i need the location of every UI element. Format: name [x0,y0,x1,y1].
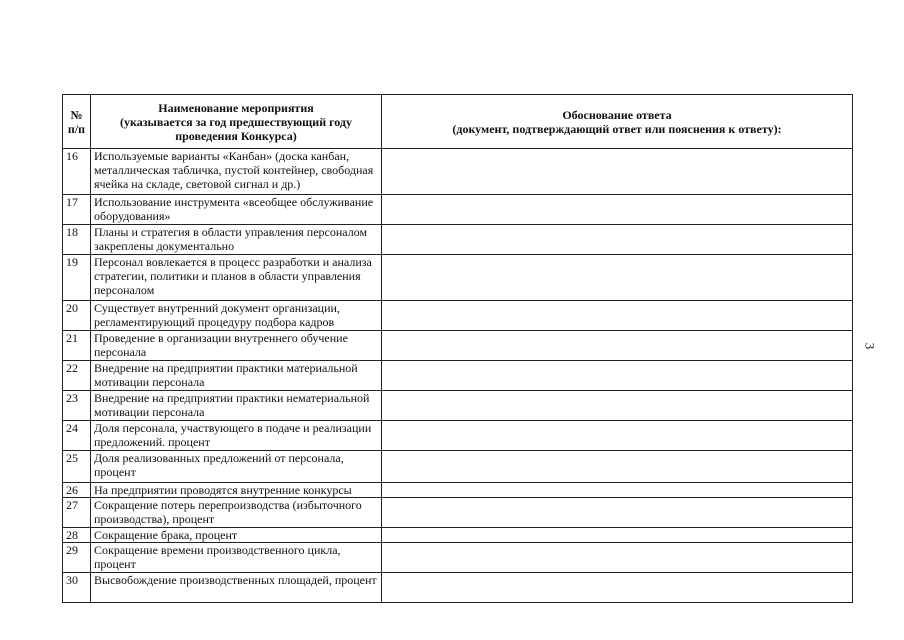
row-activity-text: Использование инструмента «всеобщее обслуживание оборудования» [91,195,382,225]
table-body [63,149,853,603]
criteria-table [62,94,853,603]
table-row [63,483,853,498]
row-activity-text: Сокращение потерь перепроизводства (избыточного производства), процент [91,498,382,528]
row-number: 20 [63,301,91,331]
row-activity-text: Проведение в организации внутреннего обучение персонала [91,331,382,361]
table-row [63,573,853,603]
table-row [63,543,853,573]
row-answer-cell[interactable] [382,361,853,391]
row-activity-text: Доля персонала, участвующего в подаче и реализации предложений. процент [91,421,382,451]
header-activity-name: Наименование мероприятия (указывается за год предшествующий году проведения Конкурса) [91,95,382,149]
row-activity-text: Сокращение брака, процент [91,528,382,543]
row-answer-cell[interactable] [382,195,853,225]
table-row [63,225,853,255]
page-number: 3 [862,342,878,350]
row-number: 29 [63,543,91,573]
row-answer-cell[interactable] [382,149,853,195]
row-activity-text: Высвобождение производственных площадей, процент [91,573,382,603]
row-activity-text: Планы и стратегия в области управления персоналом закреплены документально [91,225,382,255]
table-row [63,301,853,331]
row-activity-text: Сокращение времени производственного цикла, процент [91,543,382,573]
table-row [63,391,853,421]
row-number: 16 [63,149,91,195]
row-number: 21 [63,331,91,361]
table-row [63,361,853,391]
row-activity-text: Доля реализованных предложений от персонала, процент [91,451,382,483]
table-row [63,498,853,528]
header-number: № п/п [63,95,91,149]
row-activity-text: На предприятии проводятся внутренние конкурсы [91,483,382,498]
row-number: 22 [63,361,91,391]
table-row [63,528,853,543]
row-answer-cell[interactable] [382,483,853,498]
row-answer-cell[interactable] [382,528,853,543]
row-answer-cell[interactable] [382,543,853,573]
row-number: 17 [63,195,91,225]
table-row [63,149,853,195]
table-row [63,331,853,361]
row-answer-cell[interactable] [382,391,853,421]
row-number: 24 [63,421,91,451]
row-answer-cell[interactable] [382,451,853,483]
row-answer-cell[interactable] [382,573,853,603]
table-header-row [63,95,853,149]
row-activity-text: Внедрение на предприятии практики материальной мотивации персонала [91,361,382,391]
row-answer-cell[interactable] [382,498,853,528]
row-number: 25 [63,451,91,483]
row-number: 30 [63,573,91,603]
row-activity-text: Используемые варианты «Канбан» (доска канбан, металлическая табличка, пустой контейнер, свободная ячейка на складе, световой сигнал и др.) [91,149,382,195]
row-number: 23 [63,391,91,421]
row-number: 26 [63,483,91,498]
row-answer-cell[interactable] [382,421,853,451]
row-number: 18 [63,225,91,255]
row-number: 27 [63,498,91,528]
row-answer-cell[interactable] [382,255,853,301]
table-row [63,421,853,451]
row-number: 19 [63,255,91,301]
table-row [63,195,853,225]
row-number: 28 [63,528,91,543]
row-activity-text: Существует внутренний документ организации, регламентирующий процедуру подбора кадров [91,301,382,331]
table-row [63,451,853,483]
row-answer-cell[interactable] [382,225,853,255]
row-answer-cell[interactable] [382,301,853,331]
table-row [63,255,853,301]
row-activity-text: Внедрение на предприятии практики нематериальной мотивации персонала [91,391,382,421]
row-answer-cell[interactable] [382,331,853,361]
row-activity-text: Персонал вовлекается в процесс разработки и анализа стратегии, политики и планов в области управления персоналом [91,255,382,301]
header-answer-basis: Обоснование ответа (документ, подтверждающий ответ или пояснения к ответу): [382,95,853,149]
